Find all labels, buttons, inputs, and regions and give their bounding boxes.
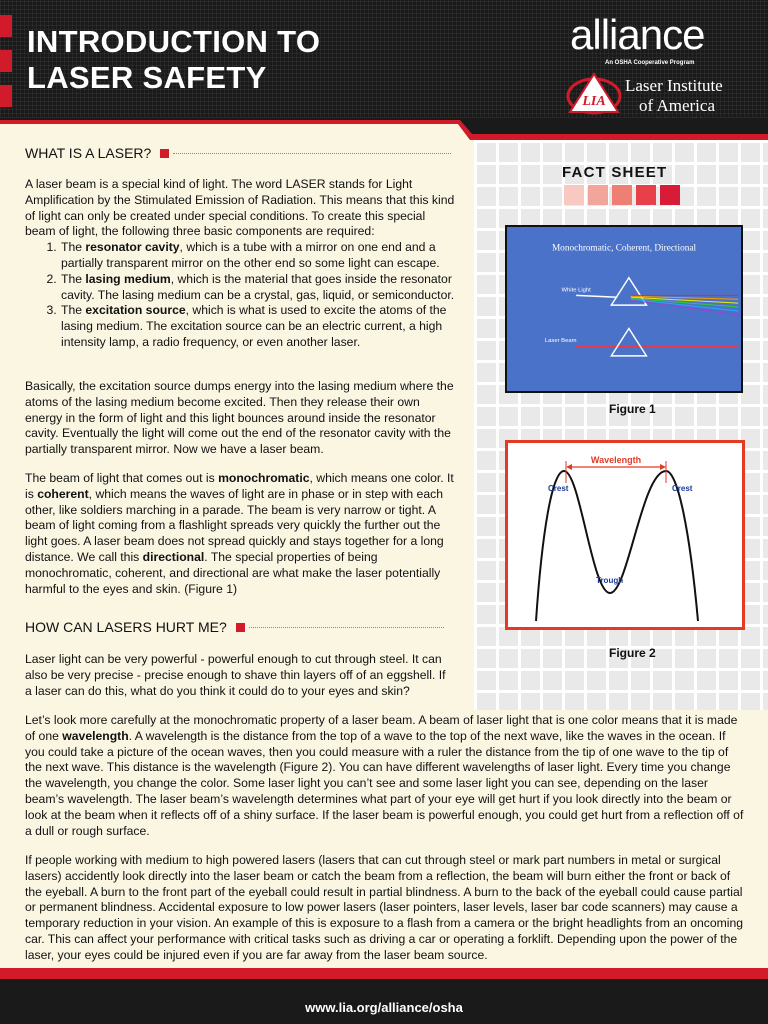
white-light-beam [576, 295, 617, 297]
heading-square-icon [160, 149, 169, 158]
fact-sheet-label: FACT SHEET [562, 164, 668, 181]
page-title [27, 24, 320, 96]
text-run: The beam of light that comes out is [25, 471, 219, 485]
list-item-text: , which is a tube with a mirror on one end and a partially transparent mirror on the other end so some light can escape. [61, 240, 440, 270]
crest-label-right: Crest [672, 484, 693, 493]
intro-paragraph: A laser beam is a special kind of light. The word LASER stands for Light Amplification by the Stimulated Emission of Radiation. This means that this kind of light can only be created under special conditions. To create this special beam of light, the following three basic components are required: [25, 177, 455, 239]
paragraph-excitation: Basically, the excitation source dumps energy into the lasing medium where the atoms of the lasing medium become excited. Then they release their own energy in the form of light and this light bounces around inside the resonator cavity. Eventually the light will come out the end of the resonator cavity with the partially transparent mirror. Now we have a laser beam. [25, 379, 454, 457]
laser-beam-label: Laser Beam [544, 338, 577, 345]
header-stripe [0, 15, 12, 37]
wave-curve [536, 471, 698, 621]
term-directional: directional [142, 549, 205, 564]
header-stripe [0, 50, 12, 72]
header-banner [0, 0, 768, 122]
section-heading-how-can-lasers-hurt-me [25, 619, 444, 635]
lia-logo-icon [566, 72, 622, 116]
text-run: , which means one color. It is [25, 471, 454, 501]
lia-name [625, 76, 723, 116]
header-red-band [0, 118, 768, 140]
heading-dotted-rule [249, 627, 444, 628]
title-line-1: INTRODUCTION TO [27, 24, 321, 59]
white-light-label: White Light [561, 287, 591, 294]
lia-name-line-1: Laser Institute [625, 76, 723, 95]
figure-2-caption: Figure 2 [609, 646, 656, 660]
alliance-logo: alliance [570, 11, 705, 58]
figure-2-illustration [508, 443, 742, 627]
list-item [60, 303, 455, 350]
term-monochromatic: monochromatic [218, 471, 310, 485]
figure-1-title: Monochromatic, Coherent, Directional [551, 243, 697, 254]
title-line-2: LASER SAFETY [27, 60, 267, 95]
header-stripe [0, 85, 12, 107]
wavelength-label: Wavelength [590, 455, 642, 465]
figure-1 [505, 225, 743, 393]
list-item-term: excitation source [85, 303, 186, 318]
arrow-head-icon [660, 464, 666, 470]
term-coherent: coherent [37, 486, 89, 501]
section-heading-what-is-a-laser [25, 145, 451, 161]
list-item-text: The [61, 240, 86, 255]
figure-1-caption: Figure 1 [609, 402, 656, 416]
swatch [660, 185, 680, 205]
paragraph-eye-injury: If people working with medium to high powered lasers (lasers that can cut through steel or mark part numbers in metal or surgical lasers) accidently look directly into the laser beam or catch the beam from a reflection, the beam will burn either the front or back of the eyeball. A burn to the front part of the eyeball could result in partial blindness. A burn to the back of the eyeball could cause partial or permanent blindness. Accidental exposure to low power lasers (laser pointers, laser levels, laser bar code scanners) may cause a temporary reduction in your vision. An example of this is exposure to a flash from a camera or the bright headlights from an oncoming car. This can affect your performance with critical tasks such as driving a car or operating a forklift. Depending upon the power of the laser, your eyes could be injured even if you are far away from the laser beam source. [25, 853, 744, 962]
list-item-text: The [61, 271, 86, 286]
paragraph-properties [25, 471, 455, 597]
paragraph-wavelength [25, 713, 747, 839]
prism-icon [611, 278, 646, 305]
footer-red-band [0, 968, 768, 982]
paragraph-power: Laser light can be very powerful - powerful enough to cut through steel. It can also be very precise - precise enough to shave thin layers off of an eggshell. If a laser can do this, what do you think it could do to your eyes and skin? [25, 652, 446, 698]
figure-2 [505, 440, 745, 630]
list-item-text: , which is the material that goes inside the resonator cavity. The lasing medium can be a crystal, gas, liquid, or semiconductor. [61, 271, 455, 302]
prism-icon [611, 329, 646, 356]
trough-label: Trough [596, 576, 624, 585]
color-swatches [564, 185, 680, 205]
section-heading-text: HOW CAN LASERS HURT ME? [25, 619, 227, 635]
list-item-term: resonator cavity [85, 240, 180, 255]
heading-square-icon [236, 623, 245, 632]
heading-dotted-rule [173, 153, 451, 154]
swatch [612, 185, 632, 205]
text-run: , which means the waves of light are in phase or in step with each other, like soldiers marching in a parade. The beam is very narrow or tight. A beam of light coming from a flashlight spreads very quickly the further out the light goes. A laser beam does not spread quickly and stays together for a long distance. We call this [25, 486, 444, 564]
arrow-head-icon [566, 464, 572, 470]
footer-url-link[interactable]: www.lia.org/alliance/osha [305, 1000, 463, 1015]
text-run: Let’s look more carefully at the monochromatic property of a laser beam. A beam of laser light that is one color means that it is made of one [25, 713, 738, 743]
term-wavelength: wavelength [62, 728, 129, 743]
text-run: . A wavelength is the distance from the top of a wave to the top of the next wave, like the waves in the ocean. If you could take a picture of the ocean waves, then you could measure with a ruler the distance from the tip of one wave to the tip of the next wave. This distance is the wavelength (Figure 2). You can have different wavelengths of laser light. Every time you change the wavelength, you change the color. Some laser light you can’t see and some laser light you can see, depending on the laser beam’s wavelength. The laser beam’s wavelength determines what part of your eye will get hurt if you look directly into the beam or look at the beam when it reflects off of a shiny surface. If the laser beam is powerful enough, you could get hurt from a reflection off of a dull or rough surface. [25, 728, 744, 838]
list-item [60, 272, 455, 304]
components-list [25, 240, 455, 351]
section-heading-text: WHAT IS A LASER? [25, 145, 152, 161]
list-item-text: The [61, 303, 86, 318]
swatch [564, 185, 584, 205]
crest-label-left: Crest [548, 484, 569, 493]
list-item-term: lasing medium [85, 271, 171, 286]
alliance-subtitle: An OSHA Cooperative Program [605, 60, 695, 66]
figure-1-illustration [507, 227, 741, 391]
lia-name-line-2: of America [639, 96, 715, 115]
swatch [636, 185, 656, 205]
section-1-body [25, 177, 455, 351]
swatch [588, 185, 608, 205]
lia-logo-text: LIA [582, 94, 606, 109]
list-item-text: , which is what is used to excite the atoms of the lasing medium. The excitation source can be an electric current, a high intensity lamp, a radio frequency, or even another laser. [61, 303, 447, 349]
list-item [60, 240, 455, 272]
text-run: . The special properties of being monochromatic, coherent, and directional are what make the laser potentially harmful to the eyes and skin. (Figure 1) [25, 549, 441, 596]
